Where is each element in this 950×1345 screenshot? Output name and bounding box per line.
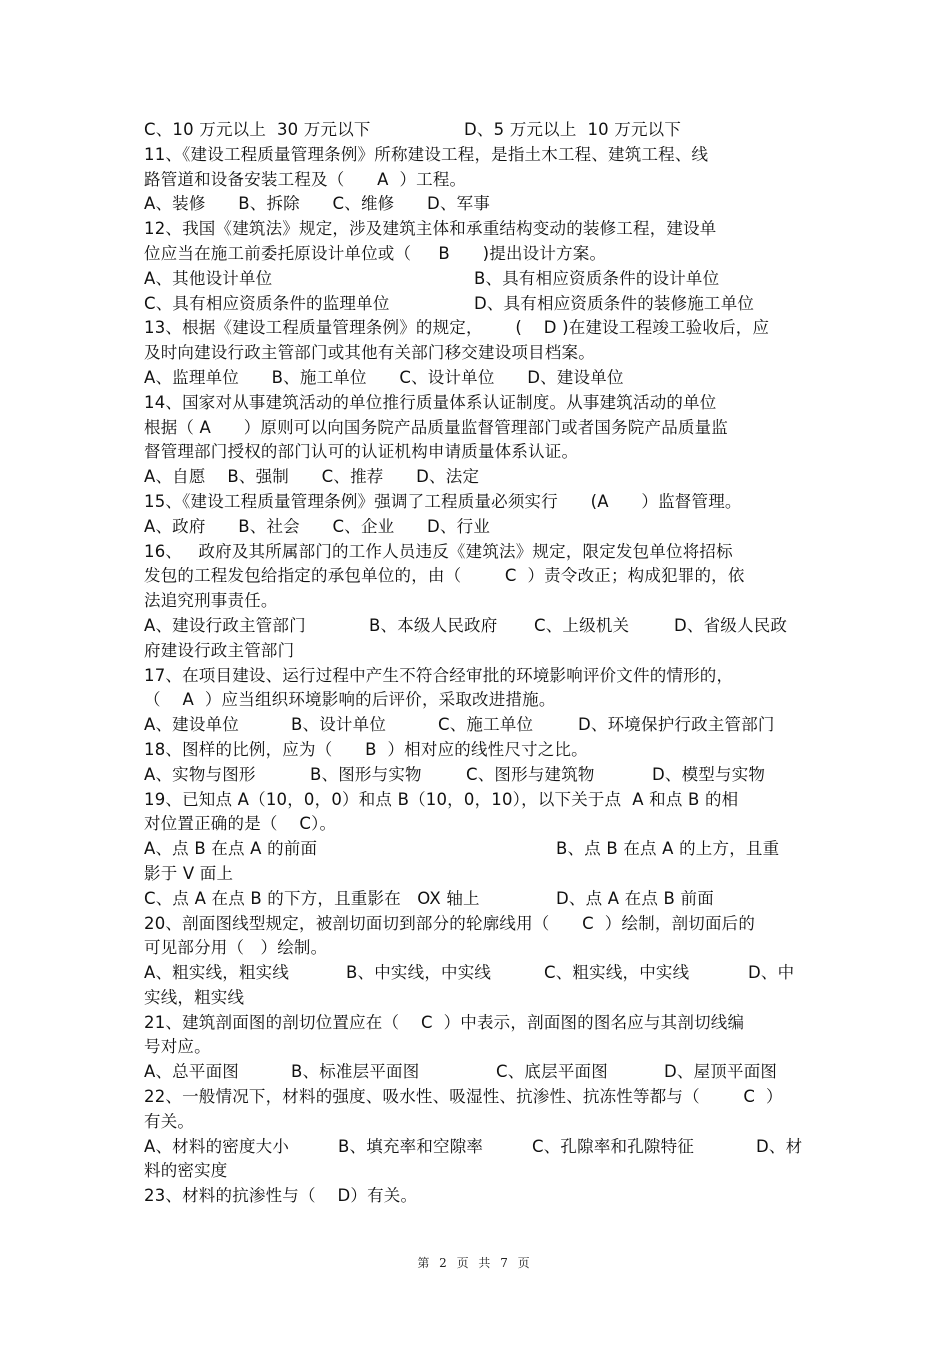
text-line: [144, 936, 814, 961]
line-text: A、点 B 在点 A 的前面: [144, 839, 318, 859]
text-line: [144, 242, 814, 267]
line-text: C、点 A 在点 B 的下方，且重影在 OX 轴上: [144, 888, 480, 908]
option-text: D、材: [756, 1136, 803, 1156]
text-line: [144, 986, 814, 1011]
line-text: 法追究刑事责任。: [144, 591, 278, 611]
option-text: D、具有相应资质条件的装修施工单位: [474, 293, 755, 313]
line-text: 12、我国《建筑法》规定，涉及建筑主体和承重结构变动的装修工程，建设单: [144, 219, 717, 239]
line-text: 17、在项目建设、运行过程中产生不符合经审批的环境影响评价文件的情形的，: [144, 665, 734, 685]
text-line: [144, 292, 814, 317]
line-text: A、总平面图: [144, 1062, 239, 1082]
line-text: A、监理单位 B、施工单位 C、设计单位 D、建设单位: [144, 367, 624, 387]
text-line: [144, 688, 814, 713]
option-text: B、填充率和空隙率: [338, 1136, 484, 1156]
line-text: A、粗实线，粗实线: [144, 963, 290, 983]
text-line: [144, 490, 814, 515]
text-line: [144, 713, 814, 738]
option-text: D、点 A 在点 B 前面: [556, 888, 714, 908]
text-line: [144, 1035, 814, 1060]
text-line: [144, 738, 814, 763]
line-text: 15、《建设工程质量管理条例》强调了工程质量必须实行 (A ）监督管理。: [144, 491, 742, 511]
line-text: 11、《建设工程质量管理条例》所称建设工程，是指土木工程、建筑工程、线: [144, 144, 709, 164]
line-text: 19、已知点 A（10，0，0）和点 B（10，0，10），以下关于点 A 和点 B 的相: [144, 789, 739, 809]
line-text: 对位置正确的是（ C）。: [144, 814, 337, 834]
option-text: C、底层平面图: [496, 1062, 608, 1082]
text-line: [144, 589, 814, 614]
line-text: A、装修 B、拆除 C、维修 D、军事: [144, 194, 491, 214]
text-line: [144, 614, 814, 639]
text-line: [144, 912, 814, 937]
option-text: D、5 万元以上 10 万元以下: [464, 120, 682, 139]
option-text: C、孔隙率和孔隙特征: [532, 1136, 695, 1156]
line-text: 14、国家对从事建筑活动的单位推行质量体系认证制度。从事建筑活动的单位: [144, 392, 717, 412]
text-line: [144, 465, 814, 490]
line-text: A、其他设计单位: [144, 268, 273, 288]
option-text: B、设计单位: [291, 715, 387, 735]
text-line: [144, 341, 814, 366]
text-line: [144, 664, 814, 689]
text-line: [144, 267, 814, 292]
text-line: [144, 192, 814, 217]
document-body: [144, 118, 814, 1209]
text-line: [144, 515, 814, 540]
text-line: [144, 1184, 814, 1209]
line-text: A、材料的密度大小: [144, 1136, 290, 1156]
option-text: D、模型与实物: [652, 764, 766, 784]
option-text: C、粗实线，中实线: [544, 963, 690, 983]
text-line: [144, 564, 814, 589]
option-text: D、省级人民政: [674, 615, 788, 635]
line-text: 发包的工程发包给指定的承包单位的，由（ C ）责令改正；构成犯罪的，依: [144, 566, 745, 586]
line-text: 位应当在施工前委托原设计单位或（ B )提出设计方案。: [144, 243, 607, 263]
line-text: C、具有相应资质条件的监理单位: [144, 293, 390, 313]
text-line: [144, 862, 814, 887]
line-text: 16、 政府及其所属部门的工作人员违反《建筑法》规定，限定发包单位将招标: [144, 541, 733, 561]
text-line: [144, 1060, 814, 1085]
option-text: B、中实线，中实线: [346, 963, 492, 983]
text-line: [144, 118, 814, 143]
line-text: 实线，粗实线: [144, 987, 245, 1007]
text-line: [144, 788, 814, 813]
text-line: [144, 837, 814, 862]
line-text: A、政府 B、社会 C、企业 D、行业: [144, 516, 491, 536]
option-text: C、图形与建筑物: [466, 764, 595, 784]
option-text: C、施工单位: [438, 715, 534, 735]
line-text: 及时向建设行政主管部门或其他有关部门移交建设项目档案。: [144, 343, 595, 363]
text-line: [144, 366, 814, 391]
option-text: B、具有相应资质条件的设计单位: [474, 268, 720, 288]
option-text: B、点 B 在点 A 的上方，且重: [556, 839, 780, 859]
line-text: 料的密实度: [144, 1161, 228, 1181]
text-line: [144, 1135, 814, 1160]
line-text: 根据（ A ）原则可以向国务院产品质量监督管理部门或者国务院产品质量监: [144, 417, 729, 437]
page-footer: 第 2 页 共 7 页: [417, 1256, 533, 1270]
text-line: [144, 168, 814, 193]
text-line: [144, 763, 814, 788]
text-line: [144, 1085, 814, 1110]
option-text: C、上级机关: [534, 615, 630, 635]
text-line: [144, 440, 814, 465]
option-text: B、图形与实物: [310, 764, 422, 784]
text-line: [144, 639, 814, 664]
text-line: [144, 1159, 814, 1184]
line-text: 可见部分用（ ）绘制。: [144, 938, 328, 958]
text-line: [144, 887, 814, 912]
text-line: [144, 1110, 814, 1135]
text-line: [144, 391, 814, 416]
line-text: 督管理部门授权的部门认可的认证机构申请质量体系认证。: [144, 442, 579, 462]
text-line: [144, 316, 814, 341]
line-text: 21、建筑剖面图的剖切位置应在（ C ）中表示，剖面图的图名应与其剖切线编: [144, 1012, 745, 1032]
line-text: A、自愿 B、强制 C、推荐 D、法定: [144, 467, 480, 487]
line-text: A、建设单位: [144, 715, 239, 735]
option-text: B、标准层平面图: [291, 1062, 420, 1082]
line-text: 20、剖面图线型规定，被剖切面切到部分的轮廓线用（ C ）绘制，剖切面后的: [144, 913, 756, 933]
line-text: 13、根据《建设工程质量管理条例》的规定， ( D )在建设工程竣工验收后，应: [144, 318, 770, 338]
text-line: [144, 540, 814, 565]
text-line: [144, 143, 814, 168]
line-text: 18、图样的比例，应为（ B ）相对应的线性尺寸之比。: [144, 739, 588, 759]
line-text: （ A ）应当组织环境影响的后评价，采取改进措施。: [144, 690, 556, 710]
option-text: B、本级人民政府: [369, 615, 498, 635]
text-line: [144, 812, 814, 837]
line-text: C、10 万元以上 30 万元以下: [144, 120, 371, 139]
line-text: A、建设行政主管部门: [144, 615, 306, 635]
line-text: 号对应。: [144, 1037, 211, 1057]
line-text: 22、一般情况下，材料的强度、吸水性、吸湿性、抗渗性、抗冻性等都与（ C ）: [144, 1087, 783, 1107]
text-line: [144, 1011, 814, 1036]
line-text: 23、材料的抗渗性与（ D）有关。: [144, 1186, 418, 1206]
option-text: D、屋顶平面图: [664, 1062, 778, 1082]
line-text: 影于 V 面上: [144, 863, 234, 883]
option-text: D、环境保护行政主管部门: [578, 715, 775, 735]
text-line: [144, 961, 814, 986]
line-text: 府建设行政主管部门: [144, 640, 295, 660]
text-line: [144, 217, 814, 242]
line-text: 有关。: [144, 1111, 195, 1131]
option-text: D、中: [748, 963, 795, 983]
line-text: 路管道和设备安装工程及（ A ）工程。: [144, 169, 467, 189]
text-line: [144, 416, 814, 441]
line-text: A、实物与图形: [144, 764, 256, 784]
